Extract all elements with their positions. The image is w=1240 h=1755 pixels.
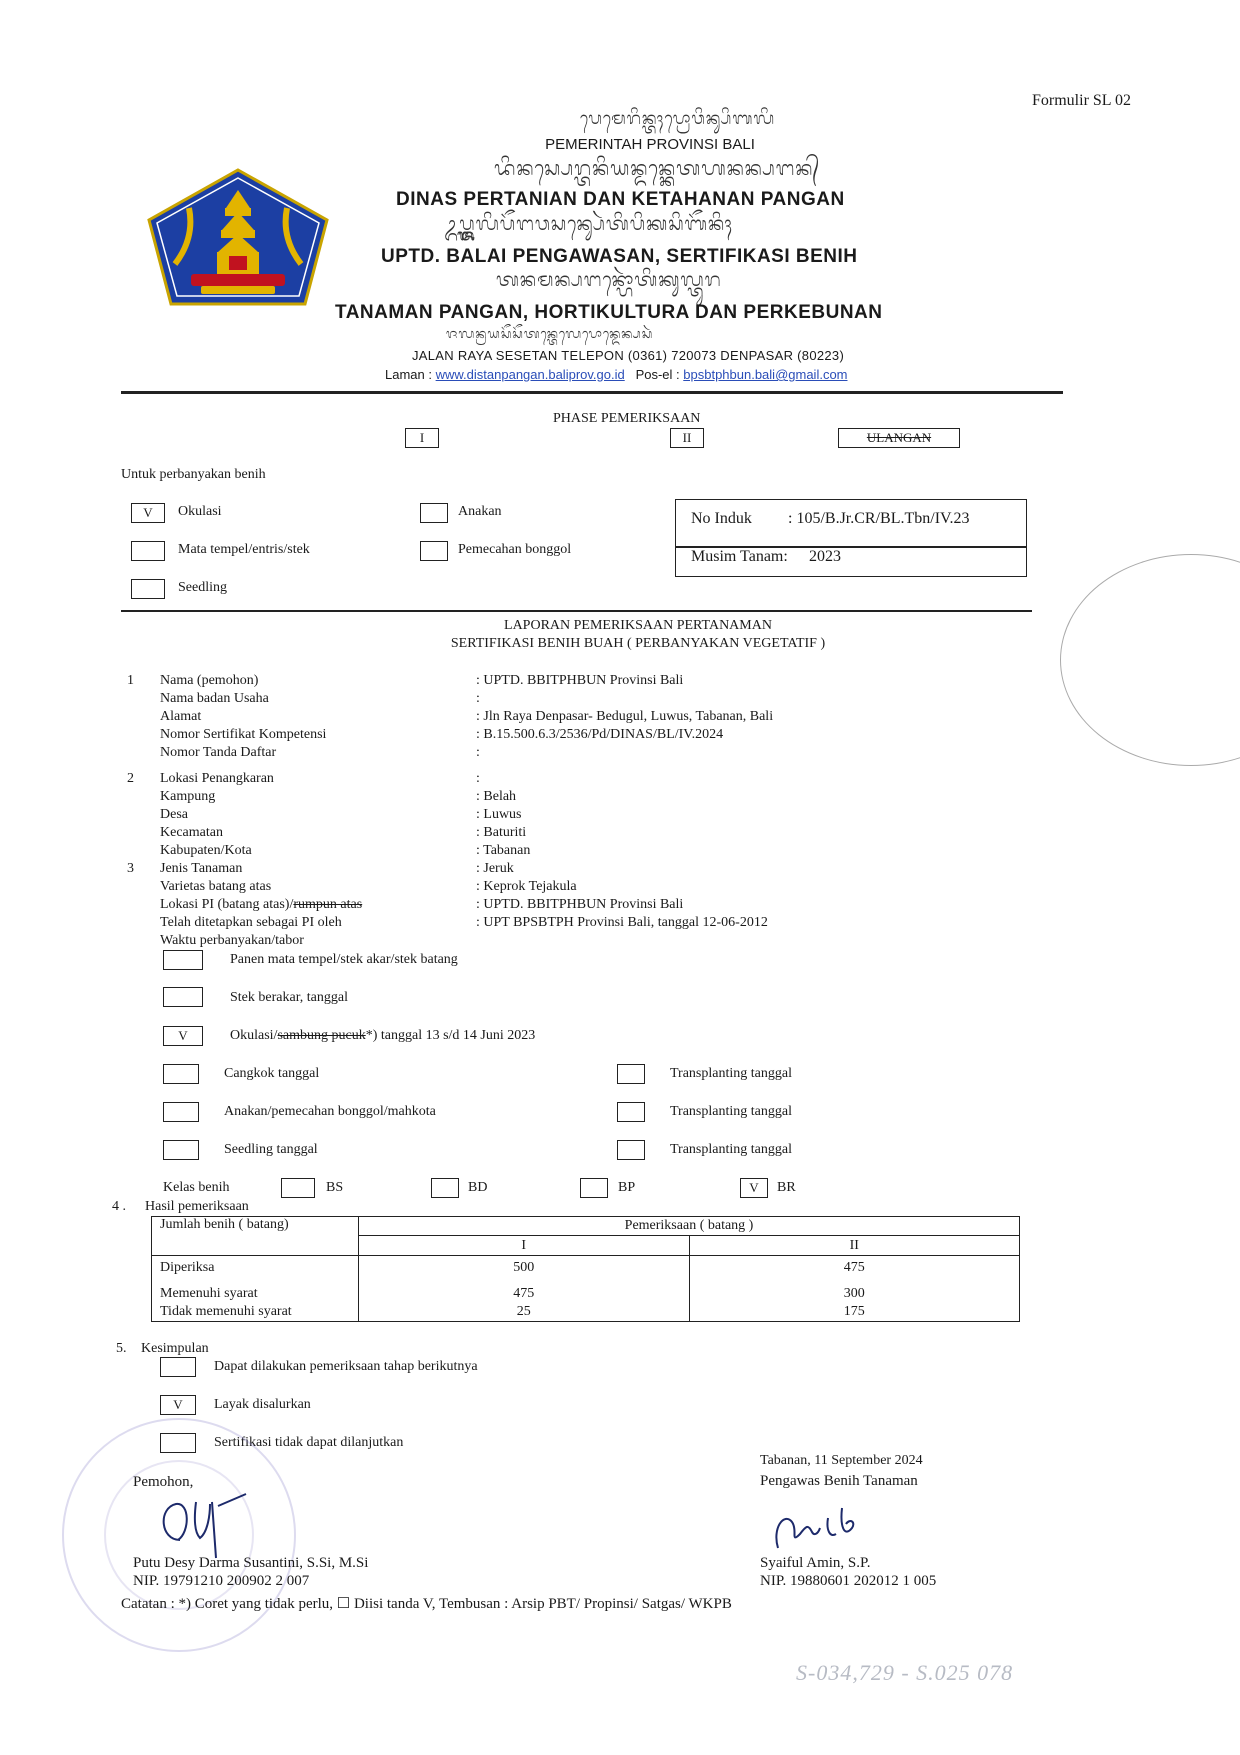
address-value: : Jln Raya Denpasar- Bedugul, Luwus, Tabanan, Bali: [476, 709, 774, 724]
propagation-time-label: Waktu perbanyakan/tabor: [160, 933, 304, 948]
transplanting-1-checkbox[interactable]: [617, 1064, 645, 1084]
stek-berakar-label: Stek berakar, tanggal: [230, 990, 349, 1005]
no-induk-label: No Induk: [691, 510, 752, 527]
results-table: [151, 1216, 1020, 1322]
left-signer-nip: NIP. 19791210 200902 2 007: [133, 1573, 310, 1589]
results-col-head: Jumlah benih ( batang): [152, 1217, 359, 1256]
cangkok-checkbox[interactable]: [163, 1064, 199, 1084]
bali-province-emblem-icon: [145, 168, 331, 308]
propagation-heading: Untuk perbanyakan benih: [121, 467, 266, 482]
applicant-name-label: Nama (pemohon): [160, 673, 259, 688]
anakan-label: Anakan: [458, 504, 502, 519]
seed-class-br-checkbox[interactable]: V: [740, 1178, 768, 1198]
transplanting-2-checkbox[interactable]: [617, 1102, 645, 1122]
table-row: [152, 1280, 1020, 1302]
business-name-label: Nama badan Usaha: [160, 691, 269, 706]
unit-name: UPTD. BALAI PENGAWASAN, SERTIFIKASI BENIH: [381, 246, 858, 267]
section-3-number: 3: [127, 861, 134, 876]
row-label: Memenuhi syarat: [152, 1280, 359, 1302]
row-value-i: 500: [359, 1256, 690, 1281]
okulasi-label: Okulasi: [178, 504, 222, 519]
report-title-2: SERTIFIKASI BENIH BUAH ( PERBANYAKAN VEGETATIF ): [450, 636, 826, 651]
applicant-name-value: : UPTD. BBITPHBUN Provinsi Bali: [476, 673, 684, 688]
balinese-script-line-5: ᬚᬮᬦ᭄ᬭᬬᬲᭂᬲᭂᬢᬦ᭄ᬢᬾᬮᬾᬧᭀᬦ᭄ᬤᬾᬦ᭄ᬧᬲᬃ: [446, 327, 654, 342]
okulasi-date-checkbox[interactable]: V: [163, 1026, 203, 1046]
transplanting-2-label: Transplanting tanggal: [670, 1104, 792, 1119]
anakan-checkbox[interactable]: [420, 503, 448, 523]
seed-class-bd-checkbox[interactable]: [431, 1178, 459, 1198]
stek-berakar-checkbox[interactable]: [163, 987, 203, 1007]
kabupaten-value: : Tabanan: [476, 843, 531, 858]
section-1-number: 1: [127, 673, 134, 688]
okulasi-date-text-a: Okulasi/: [230, 1028, 278, 1043]
nursery-location-label: Lokasi Penangkaran: [160, 771, 274, 786]
okulasi-date-strike: sambung pucuk: [277, 1028, 366, 1043]
kampung-label: Kampung: [160, 789, 216, 804]
address: JALAN RAYA SESETAN TELEPON (0361) 720073 DENPASAR (80223): [412, 348, 845, 363]
row-value-ii: 300: [689, 1280, 1020, 1302]
anakan-mahkota-checkbox[interactable]: [163, 1102, 199, 1122]
okulasi-date-text-b: *) tanggal 13 s/d 14 Juni 2023: [365, 1028, 536, 1043]
row-value-ii: 175: [689, 1302, 1020, 1322]
pi-designation-value: : UPT BPSBTPH Provinsi Bali, tanggal 12-06-2012: [476, 915, 768, 930]
row-value-i: 475: [359, 1280, 690, 1302]
pi-location-label-text: Lokasi PI (batang atas)/: [160, 897, 294, 912]
results-sub-i: I: [359, 1236, 690, 1256]
pi-designation-label: Telah ditetapkan sebagai PI oleh: [160, 915, 342, 930]
right-signer-role: Pengawas Benih Tanaman: [760, 1473, 918, 1489]
results-sub-ii: II: [689, 1236, 1020, 1256]
table-row: [152, 1302, 1020, 1322]
seedling-checkbox[interactable]: [131, 579, 165, 599]
seedling-date-checkbox[interactable]: [163, 1140, 199, 1160]
no-induk-value: : 105/B.Jr.CR/BL.Tbn/IV.23: [788, 510, 970, 527]
seed-class-bs-checkbox[interactable]: [281, 1178, 315, 1198]
pi-location-label: [160, 897, 362, 913]
not-continued-label: Sertifikasi tidak dapat dilanjutkan: [214, 1435, 404, 1450]
pi-location-value: : UPTD. BBITPHBUN Provinsi Bali: [476, 897, 684, 912]
handwritten-footer-number: S-034,729 - S.025 078: [796, 1660, 1014, 1685]
layak-disalurkan-label: Layak disalurkan: [214, 1397, 311, 1412]
layak-disalurkan-checkbox[interactable]: V: [160, 1395, 196, 1415]
section-4-number: 4 .: [112, 1199, 126, 1214]
email-link[interactable]: bpsbtphbun.bali@gmail.com: [683, 367, 848, 382]
pi-location-strike-text: rumpun atas: [293, 897, 363, 912]
seed-class-br-label: BR: [777, 1180, 796, 1195]
seed-class-bs-label: BS: [326, 1180, 344, 1195]
desa-value: : Luwus: [476, 807, 522, 822]
right-signer-nip: NIP. 19880601 202012 1 005: [760, 1573, 937, 1589]
transplanting-3-label: Transplanting tanggal: [670, 1142, 792, 1157]
variety-label: Varietas batang atas: [160, 879, 272, 894]
table-row: [152, 1256, 1020, 1281]
scan-artifact-arc: [1060, 554, 1240, 766]
kecamatan-label: Kecamatan: [160, 825, 223, 840]
laman-label: Laman :: [385, 367, 432, 382]
kecamatan-value: : Baturiti: [476, 825, 527, 840]
plant-type-label: Jenis Tanaman: [160, 861, 243, 876]
anakan-mahkota-label: Anakan/pemecahan bonggol/mahkota: [224, 1104, 436, 1119]
cangkok-label: Cangkok tanggal: [224, 1066, 320, 1081]
competency-cert-label: Nomor Sertifikat Kompetensi: [160, 727, 327, 742]
row-value-ii: 475: [689, 1256, 1020, 1281]
mata-tempel-checkbox[interactable]: [131, 541, 165, 561]
nursery-location-value: :: [476, 771, 480, 786]
left-signer-name: Putu Desy Darma Susantini, S.Si, M.Si: [133, 1555, 369, 1571]
form-code: Formulir SL 02: [1032, 92, 1131, 109]
balinese-script-line-1: ᬧᬾᬫᬾᬭᬶᬦ᭄ᬢᬄᬧ᭄ᬭᭀᬯᬶᬦ᭄ᬲᬶᬩᬮᬶ: [580, 109, 776, 129]
kabupaten-label: Kabupaten/Kota: [160, 843, 252, 858]
musim-tanam-value: 2023: [809, 548, 841, 565]
seed-class-bp-label: BP: [618, 1180, 636, 1195]
right-signer-name: Syaiful Amin, S.P.: [760, 1555, 871, 1571]
phase-title: PHASE PEMERIKSAAN: [553, 411, 701, 426]
left-signer-role: Pemohon,: [133, 1474, 194, 1490]
phase-box-1[interactable]: I: [405, 428, 439, 448]
results-header-row: [152, 1217, 1020, 1236]
right-signature-icon: [770, 1498, 890, 1558]
seed-class-bd-label: BD: [468, 1180, 488, 1195]
website-link[interactable]: www.distanpangan.baliprov.go.id: [435, 367, 625, 382]
govt-name: PEMERINTAH PROVINSI BALI: [545, 136, 755, 153]
propagation-rule: [121, 610, 1032, 612]
panen-label: Panen mata tempel/stek akar/stek batang: [230, 952, 458, 967]
row-label: Tidak memenuhi syarat: [152, 1302, 359, 1322]
section-5-number: 5.: [116, 1341, 127, 1356]
place-date: Tabanan, 11 September 2024: [760, 1453, 923, 1468]
unit-name-2: TANAMAN PANGAN, HORTIKULTURA DAN PERKEBUNAN: [335, 302, 883, 323]
balinese-script-line-3: ᬉᬧ᭄ᬢ᭄ᬤ᭄ᬩᬮᬶᬧᭂᬗᬯᬲᬦ᭄ᬲᬾᬃᬢᬶᬧᬶᬓᬲᬶᬩᭂᬦᬶᬄ: [444, 213, 734, 235]
transplanting-1-label: Transplanting tanggal: [670, 1066, 792, 1081]
row-label: Diperiksa: [152, 1256, 359, 1281]
contact-line: [385, 367, 848, 382]
next-stage-label: Dapat dilakukan pemeriksaan tahap berikutnya: [214, 1359, 478, 1374]
footnote: Catatan : *) Coret yang tidak perlu, ☐ Diisi tanda V, Tembusan : Arsip PBT/ Propinsi/ Satgas/ WKPB: [121, 1596, 732, 1612]
competency-cert-value: : B.15.500.6.3/2536/Pd/DINAS/BL/IV.2024: [476, 727, 724, 742]
results-title: Hasil pemeriksaan: [145, 1199, 249, 1214]
panen-checkbox[interactable]: [163, 950, 203, 970]
conclusion-title: Kesimpulan: [141, 1341, 209, 1356]
plant-type-value: : Jeruk: [476, 861, 514, 876]
address-label: Alamat: [160, 709, 202, 724]
header-rule: [121, 391, 1063, 394]
phase-box-ulangan[interactable]: ULANGAN: [838, 428, 960, 448]
okulasi-checkbox[interactable]: V: [131, 503, 165, 523]
variety-value: : Keprok Tejakula: [476, 879, 577, 894]
musim-tanam-label: Musim Tanam:: [691, 548, 788, 565]
business-name-value: :: [476, 691, 480, 706]
dept-name: DINAS PERTANIAN DAN KETAHANAN PANGAN: [396, 189, 845, 210]
next-stage-checkbox[interactable]: [160, 1357, 196, 1377]
seedling-date-label: Seedling tanggal: [224, 1142, 318, 1157]
results-group-head: Pemeriksaan ( batang ): [359, 1217, 1020, 1236]
kampung-value: : Belah: [476, 789, 517, 804]
desa-label: Desa: [160, 807, 188, 822]
transplanting-3-checkbox[interactable]: [617, 1140, 645, 1160]
seed-class-bp-checkbox[interactable]: [580, 1178, 608, 1198]
phase-box-2[interactable]: II: [670, 428, 704, 448]
email-label: Pos-el :: [635, 367, 680, 382]
section-2-number: 2: [127, 771, 134, 786]
row-value-i: 25: [359, 1302, 690, 1322]
okulasi-date-label: [230, 1028, 535, 1044]
seedling-label: Seedling: [178, 580, 227, 595]
mata-tempel-label: Mata tempel/entris/stek: [178, 542, 310, 557]
report-title-1: LAPORAN PEMERIKSAAN PERTANAMAN: [504, 618, 772, 633]
seed-class-label: Kelas benih: [163, 1180, 230, 1195]
pemecahan-bonggol-checkbox[interactable]: [420, 541, 448, 561]
registration-number-label: Nomor Tanda Daftar: [160, 745, 277, 760]
balinese-script-line-4: ᬢᬦᬫᬦ᭄ᬧᬗᬦ᭄ᬳᭀᬃᬢᬶᬓᬸᬮ᭄ᬢᬸᬭ: [496, 269, 722, 291]
registration-number-value: :: [476, 745, 480, 760]
pemecahan-bonggol-label: Pemecahan bonggol: [458, 542, 572, 557]
balinese-script-line-2: ᬤᬶᬦᬲ᭄ᬧᬾᬭ᭄ᬢᬦᬶᬬᬦ᭄ᬤᬦ᭄ᬓᬾᬢᬳᬦᬦ᭄ᬧᬗᬦ᭄: [494, 156, 821, 180]
